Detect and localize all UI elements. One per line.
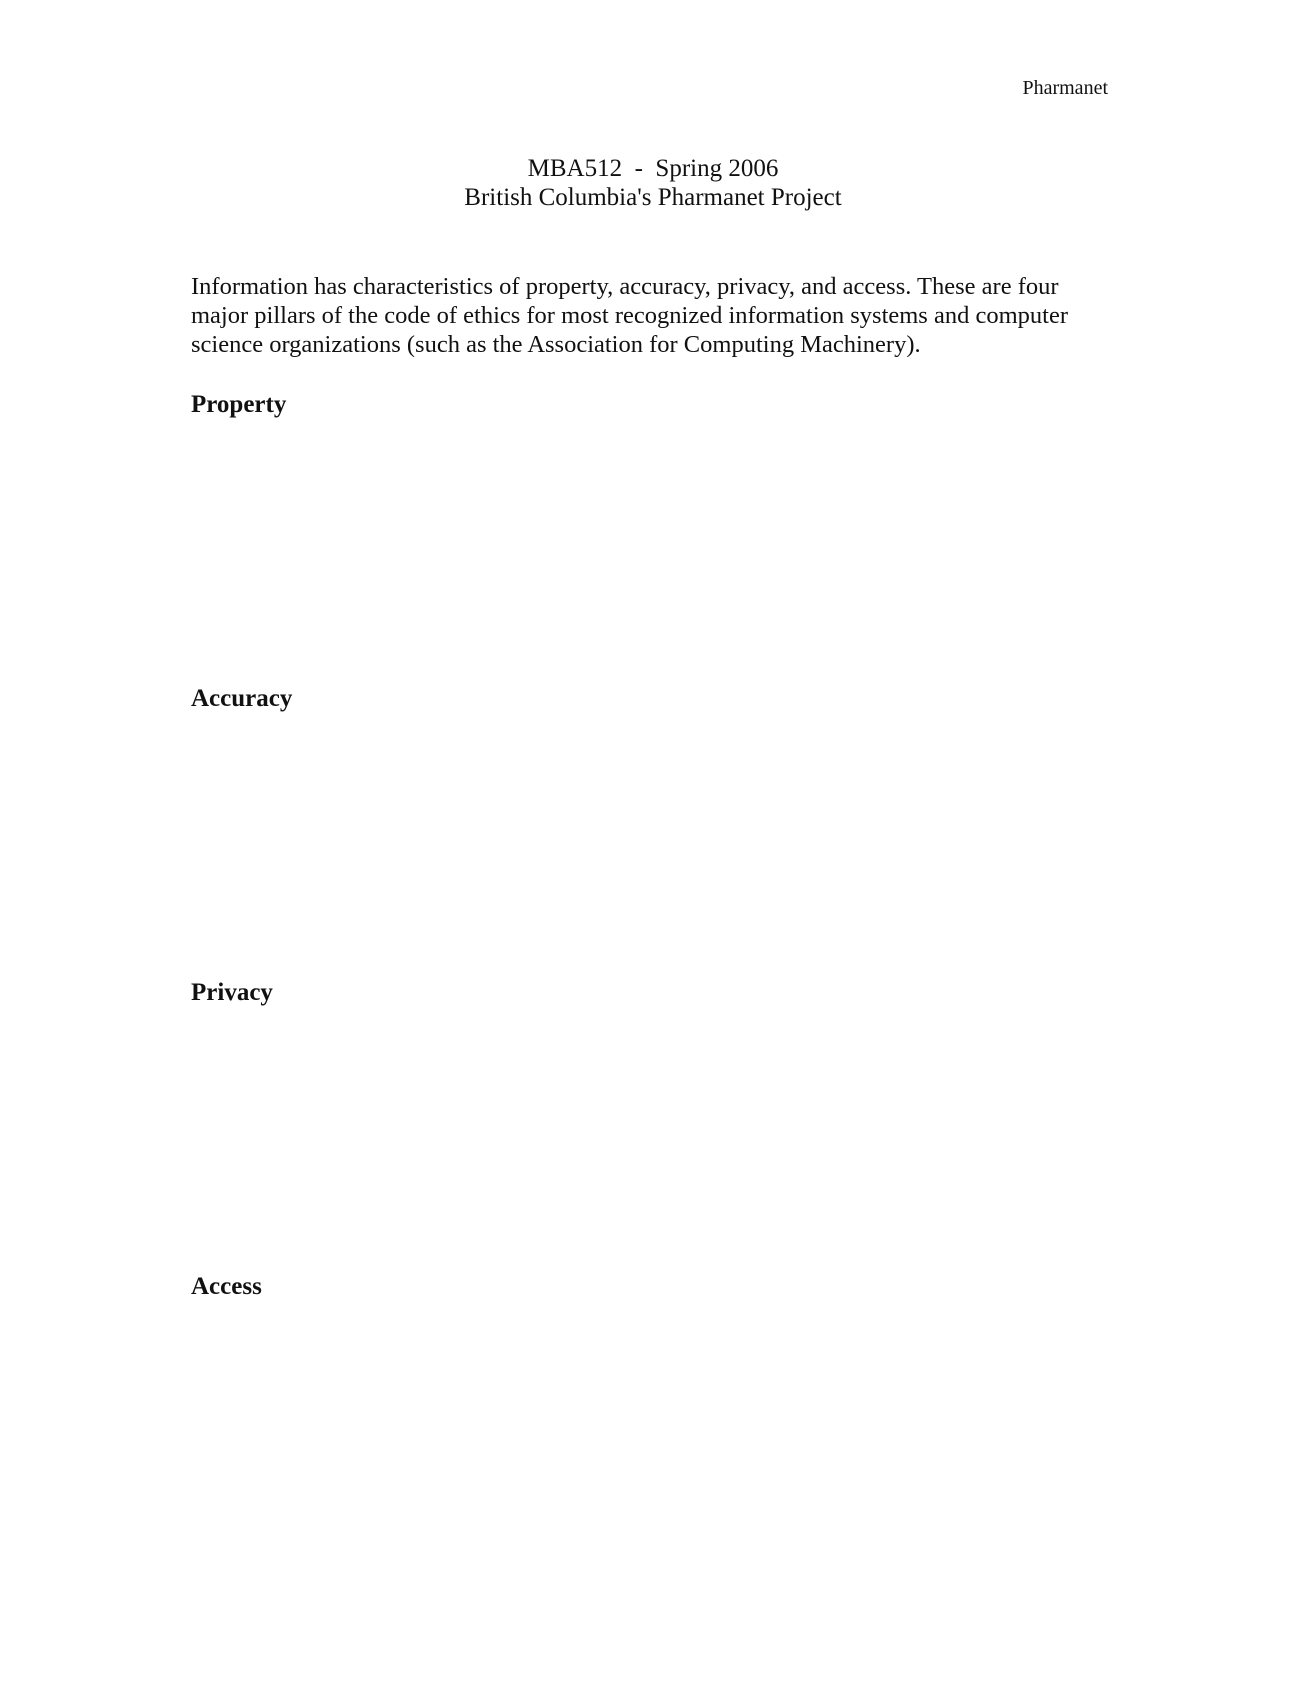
section-heading-property: Property xyxy=(191,391,287,418)
answer-space-privacy xyxy=(191,1013,1121,1243)
answer-space-accuracy xyxy=(191,719,1121,949)
intro-paragraph: Information has characteristics of property, accuracy, privacy, and access. These are four major pillars of the code of ethics for most recognized information systems and computer science organizations (such as the Association for Computing Machinery). xyxy=(191,273,1068,358)
course-title: MBA512 - Spring 2006 xyxy=(527,155,779,182)
running-header: Pharmanet xyxy=(1022,77,1108,99)
answer-space-property xyxy=(191,425,1121,655)
project-title: British Columbia's Pharmanet Project xyxy=(464,184,842,211)
document-title xyxy=(0,154,1306,212)
section-heading-accuracy: Accuracy xyxy=(191,685,293,712)
section-heading-access: Access xyxy=(191,1273,262,1300)
answer-space-access xyxy=(191,1307,1121,1537)
section-heading-privacy: Privacy xyxy=(191,979,273,1006)
